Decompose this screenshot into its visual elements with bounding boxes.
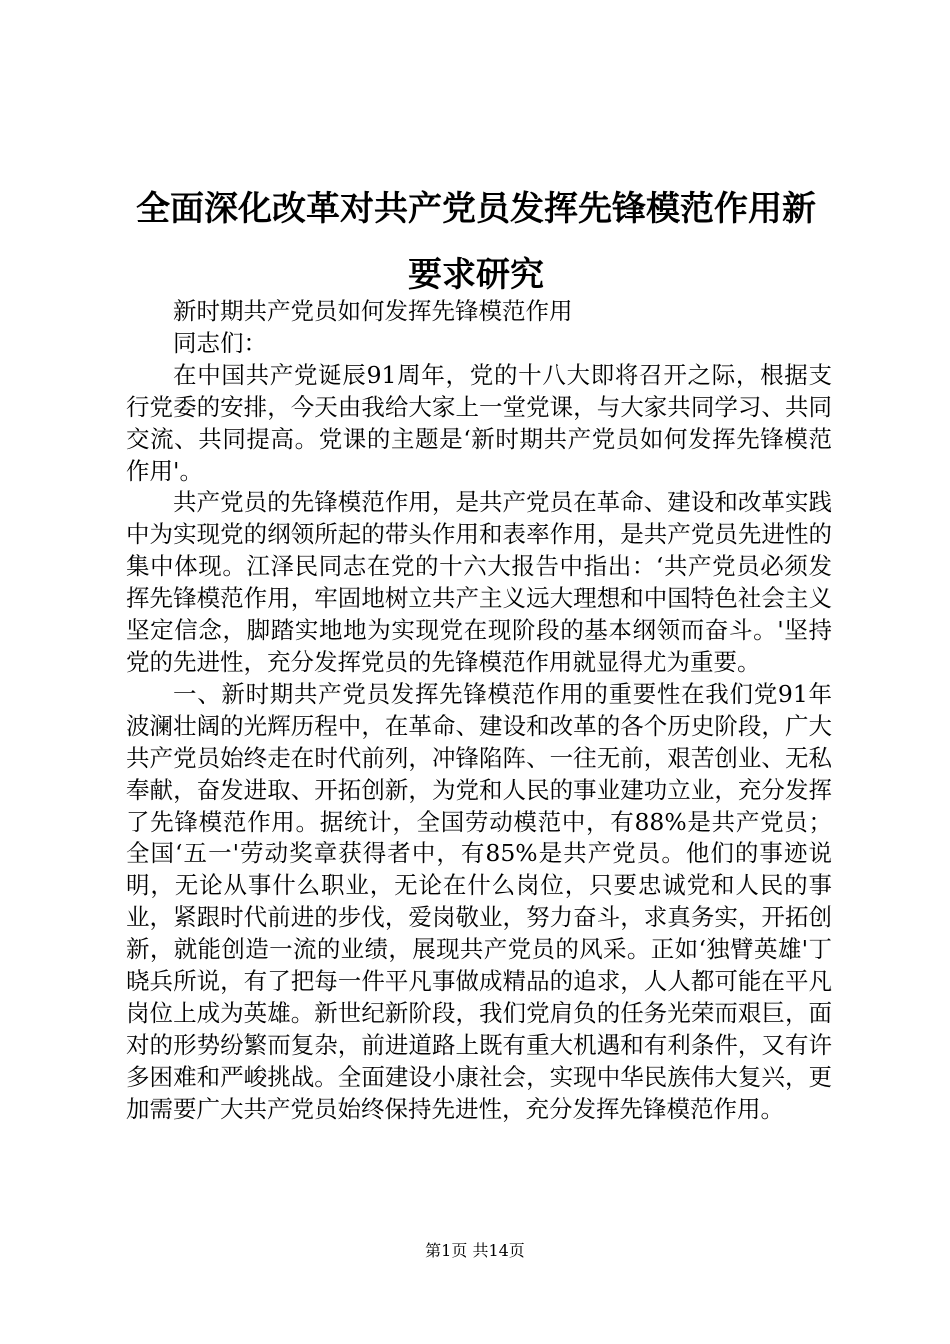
page-number-footer: 第1页 共14页 bbox=[425, 1241, 525, 1260]
body-paragraph-greeting: 同志们： bbox=[173, 328, 267, 357]
body-paragraph: 一、新时期共产党员发挥先锋模范作用的重要性在我们党91年波澜壮阔的光辉历程中，在革命、建设和改革的各个历史阶段，广大共产党员始终走在时代前列，冲锋陷阵、一往无前，艰苦创业、无私奉献，奋发进取、开拓创新，为党和人民的事业建功立业，充分发挥了先锋模范作用。据统计，全国劳动模范中，有88%是共产党员；全国‘五一'劳动奖章获得者中，有85%是共产党员。他们的事迹说明，无论从事什么职业，无论在什么岗位，只要忠诚党和人民的事业，紧跟时代前进的步伐，爱岗敬业，努力奋斗，求真务实，开拓创新，就能创造一流的业绩，展现共产党员的风采。正如‘独臂英雄'丁晓兵所说，有了把每一件平凡事做成精品的追求，人人都可能在平凡岗位上成为英雄。新世纪新阶段，我们党肩负的任务光荣而艰巨，面对的形势纷繁而复杂，前进道路上既有重大机遇和有利条件，又有许多困难和严峻挑战。全面建设小康社会，实现中华民族伟大复兴，更加需要广大共产党员始终保持先进性，充分发挥先锋模范作用。 bbox=[126, 679, 832, 1123]
body-paragraph: 在中国共产党诞辰91周年，党的十八大即将召开之际，根据支行党委的安排，今天由我给大家上一堂党课，与大家共同学习、共同交流、共同提高。党课的主题是‘新时期共产党员如何发挥先锋模范作用'。 bbox=[126, 360, 832, 485]
document-body bbox=[126, 296, 832, 1126]
body-paragraph-subtitle: 新时期共产党员如何发挥先锋模范作用 bbox=[173, 297, 573, 325]
document-title: 全面深化改革对共产党员发挥先锋模范作用新要求研究 bbox=[136, 189, 816, 295]
body-paragraph: 共产党员的先锋模范作用，是共产党员在革命、建设和改革实践中为实现党的纲领所起的带头作用和表率作用，是共产党员先进性的集中体现。江泽民同志在党的十六大报告中指出：‘共产党员必须发挥先锋模范作用，牢固地树立共产主义远大理想和中国特色社会主义坚定信念，脚踏实地地为实现党在现阶段的基本纲领而奋斗。'坚持党的先进性，充分发挥党员的先锋模范作用就显得尤为重要。 bbox=[126, 488, 832, 676]
